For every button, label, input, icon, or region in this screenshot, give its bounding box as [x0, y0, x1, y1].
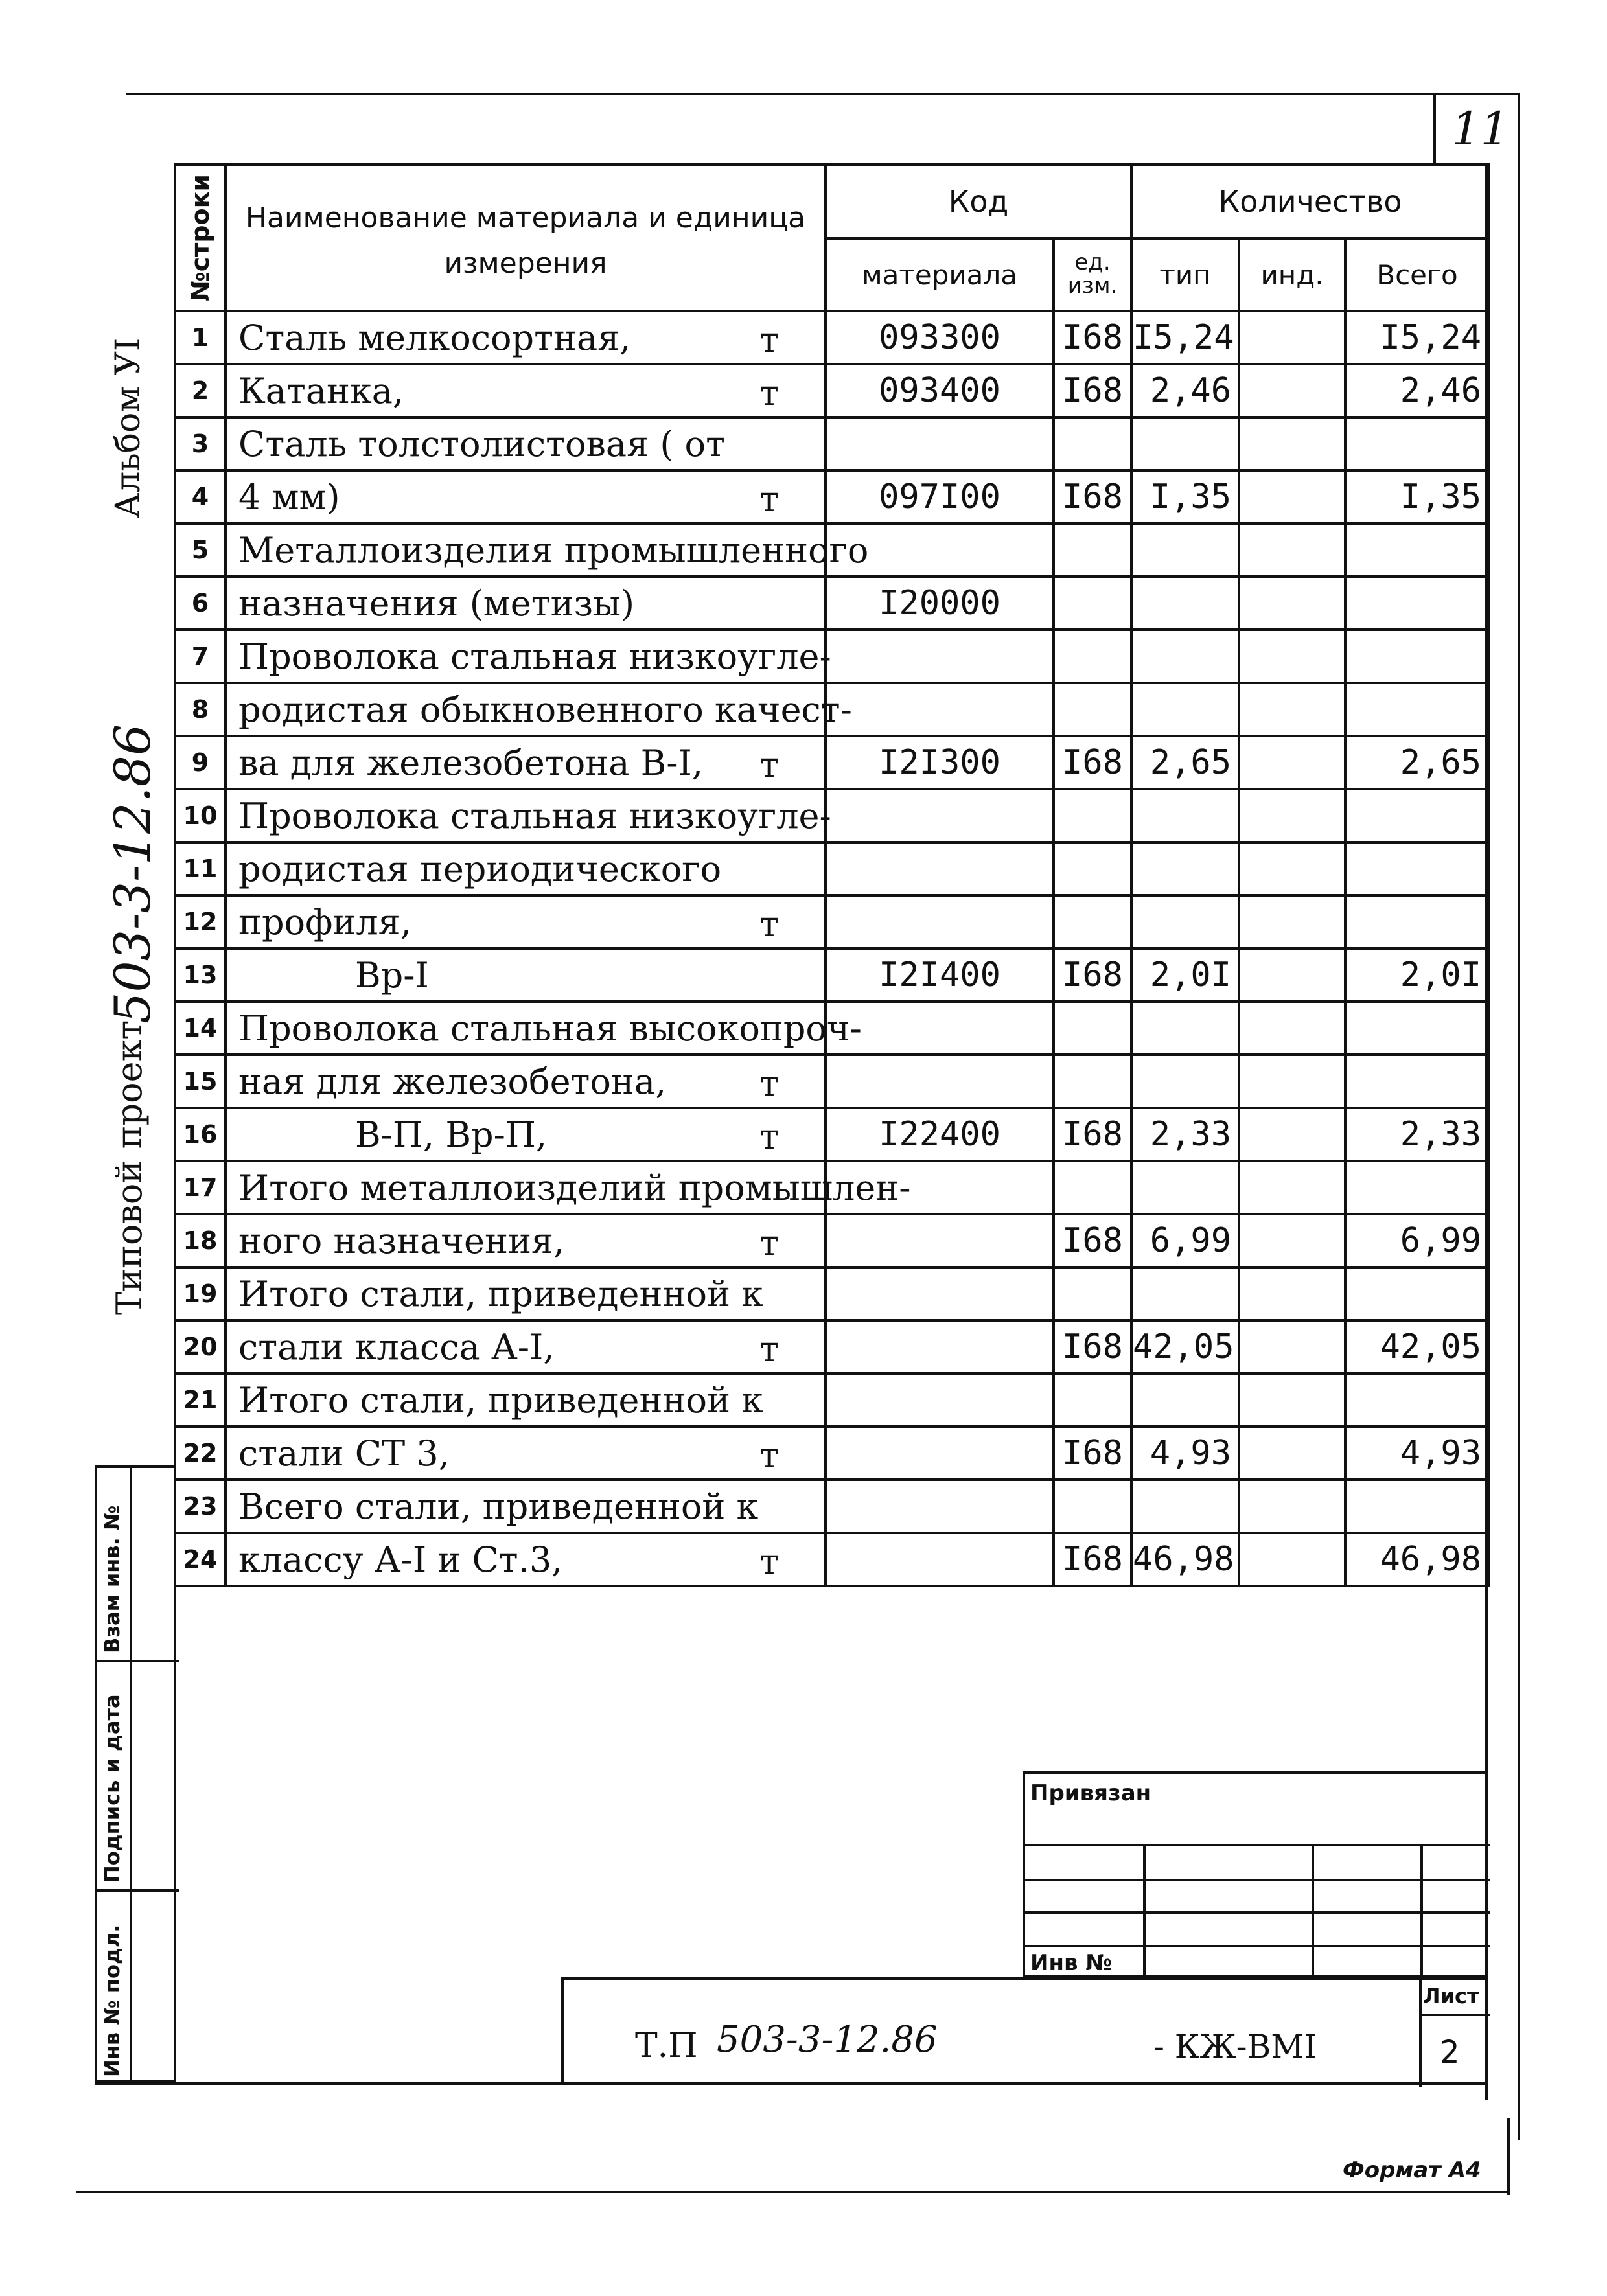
row-number: 10 [175, 789, 225, 842]
row-number: 16 [175, 1108, 225, 1161]
unit-code [1054, 789, 1131, 842]
material-name-text: родистая периодического [238, 848, 722, 890]
material-unit: т [759, 479, 779, 520]
qty-total: I5,24 [1345, 311, 1489, 364]
qty-ind [1239, 577, 1345, 630]
table-row [175, 789, 1489, 842]
material-name-text: Сталь мелкосортная, [238, 317, 631, 358]
qty-tip: I,35 [1131, 470, 1239, 523]
unit-code [1054, 895, 1131, 948]
material-name [225, 1373, 826, 1427]
material-name-text: Итого стали, приведенной к [238, 1379, 763, 1421]
row-number: 21 [175, 1373, 225, 1427]
header-total: Всего [1345, 238, 1489, 311]
table-row [175, 1480, 1489, 1533]
unit-code [1054, 1161, 1131, 1214]
row-number: 17 [175, 1161, 225, 1214]
list-divider [1419, 1980, 1422, 2087]
material-code [826, 630, 1054, 683]
table-row [175, 1427, 1489, 1480]
table-row [175, 1055, 1489, 1108]
material-name [225, 1002, 862, 1055]
material-name-text: Итого металлоизделий промышлен- [238, 1167, 911, 1208]
unit-code: I68 [1054, 1214, 1131, 1267]
row-number: 22 [175, 1427, 225, 1480]
material-unit: т [759, 904, 779, 945]
material-name [225, 1214, 826, 1267]
material-name [225, 683, 852, 736]
qty-total [1345, 417, 1489, 470]
sheet-number-divider [1433, 93, 1436, 165]
header-qty-group: Количество [1131, 165, 1489, 238]
material-name [225, 523, 869, 577]
unit-code: I68 [1054, 1320, 1131, 1373]
side-stamp [95, 1465, 176, 2082]
material-name [225, 736, 826, 789]
material-name [225, 895, 826, 948]
material-name [225, 1055, 826, 1108]
qty-ind [1239, 842, 1345, 895]
qty-tip [1131, 1373, 1239, 1427]
material-code: 097I00 [826, 470, 1054, 523]
album-label: Альбом УI [109, 338, 148, 518]
qty-tip [1131, 1002, 1239, 1055]
qty-total [1345, 1161, 1489, 1214]
qty-ind [1239, 789, 1345, 842]
qty-tip [1131, 630, 1239, 683]
qty-ind [1239, 948, 1345, 1002]
material-code: I20000 [826, 577, 1054, 630]
qty-total [1345, 683, 1489, 736]
top-right-border [1518, 93, 1520, 2140]
side-stamp-inv-podl: Инв № подл. [100, 1924, 124, 2077]
materials-table [174, 163, 1490, 1587]
material-unit: т [759, 373, 779, 413]
qty-total [1345, 630, 1489, 683]
qty-tip [1131, 683, 1239, 736]
material-name-text: стали СТ 3, [238, 1432, 450, 1474]
material-name-text: Итого стали, приведенной к [238, 1273, 763, 1314]
material-code [826, 789, 1054, 842]
material-code [826, 417, 1054, 470]
material-name-text: ная для железобетона, [238, 1061, 667, 1102]
material-code: 093300 [826, 311, 1054, 364]
row-number: 1 [175, 311, 225, 364]
row-number: 12 [175, 895, 225, 948]
row-number: 3 [175, 417, 225, 470]
qty-total [1345, 1002, 1489, 1055]
qty-ind [1239, 1108, 1345, 1161]
qty-ind [1239, 523, 1345, 577]
table-row [175, 523, 1489, 577]
privyazan-label: Привязан [1030, 1780, 1151, 1806]
qty-total: 2,46 [1345, 364, 1489, 417]
material-name-text: классу А-I и Ст.3, [238, 1539, 563, 1580]
privyazan-v2 [1312, 1844, 1314, 1980]
privyazan-block [1023, 1771, 1488, 1977]
material-name-text: 4 мм) [238, 476, 340, 518]
material-name-text: В-П, Вр-П, [355, 1114, 548, 1155]
doc-code: 503-3-12.86 [717, 2019, 938, 2061]
title-block [561, 1977, 1488, 2085]
unit-code [1054, 1480, 1131, 1533]
material-code [826, 1267, 1054, 1320]
qty-ind [1239, 683, 1345, 736]
row-number: 7 [175, 630, 225, 683]
qty-tip: 42,05 [1131, 1320, 1239, 1373]
material-code [826, 1214, 1054, 1267]
unit-code [1054, 630, 1131, 683]
qty-total [1345, 1480, 1489, 1533]
qty-ind [1239, 1373, 1345, 1427]
table-row [175, 1320, 1489, 1373]
side-stamp-vzam: Взам инв. № [100, 1505, 124, 1653]
table-row [175, 683, 1489, 736]
material-name-text: Металлоизделия промышленного [238, 529, 869, 571]
row-number: 8 [175, 683, 225, 736]
row-number: 4 [175, 470, 225, 523]
material-code: I22400 [826, 1108, 1054, 1161]
material-unit: т [759, 1329, 779, 1370]
table-row [175, 1108, 1489, 1161]
qty-tip [1131, 789, 1239, 842]
material-unit: т [759, 1435, 779, 1476]
material-name [225, 470, 826, 523]
table-row [175, 577, 1489, 630]
material-code [826, 1055, 1054, 1108]
qty-ind [1239, 417, 1345, 470]
material-code: 093400 [826, 364, 1054, 417]
material-name [225, 1427, 826, 1480]
material-name [225, 1320, 826, 1373]
qty-tip [1131, 1055, 1239, 1108]
qty-total: 2,0I [1345, 948, 1489, 1002]
row-number: 13 [175, 948, 225, 1002]
qty-ind [1239, 1214, 1345, 1267]
material-name [225, 364, 826, 417]
unit-code [1054, 1002, 1131, 1055]
doc-suffix: - КЖ-ВМI [1153, 2028, 1317, 2065]
material-code [826, 842, 1054, 895]
row-number: 5 [175, 523, 225, 577]
material-name [225, 311, 826, 364]
qty-total [1345, 577, 1489, 630]
qty-total: 4,93 [1345, 1427, 1489, 1480]
sheet-number-top: 11 [1451, 102, 1510, 155]
material-code [826, 895, 1054, 948]
unit-code [1054, 842, 1131, 895]
material-name [225, 1161, 911, 1214]
row-number: 15 [175, 1055, 225, 1108]
material-unit: т [759, 319, 779, 360]
format-label: Формат А4 [1343, 2157, 1481, 2183]
material-name-text: Проволока стальная низкоугле- [238, 795, 831, 836]
material-unit: т [759, 1116, 779, 1157]
qty-ind [1239, 1002, 1345, 1055]
project-code-side: 503-3-12.86 [104, 724, 161, 1024]
privyazan-v3 [1420, 1844, 1423, 1980]
qty-tip [1131, 417, 1239, 470]
material-unit: т [759, 744, 779, 785]
qty-ind [1239, 364, 1345, 417]
table-row [175, 1002, 1489, 1055]
material-name [225, 1267, 826, 1320]
qty-ind [1239, 1055, 1345, 1108]
qty-tip [1131, 1480, 1239, 1533]
material-code [826, 1480, 1054, 1533]
material-unit: т [759, 1223, 779, 1263]
list-sep [1419, 2014, 1490, 2016]
material-code: I2I400 [826, 948, 1054, 1002]
unit-code: I68 [1054, 1533, 1131, 1586]
side-stamp-divider [130, 1468, 132, 2085]
material-code [826, 1533, 1054, 1586]
bottom-right-tick [1507, 2118, 1510, 2195]
qty-ind [1239, 470, 1345, 523]
table-row [175, 842, 1489, 895]
material-name [225, 630, 831, 683]
table-row [175, 736, 1489, 789]
table-row [175, 311, 1489, 364]
list-label: Лист [1423, 1984, 1479, 2008]
side-stamp-podpis: Подпись и дата [100, 1694, 124, 1883]
row-number: 20 [175, 1320, 225, 1373]
unit-code [1054, 417, 1131, 470]
table-row [175, 1161, 1489, 1214]
material-name [225, 1108, 826, 1161]
qty-ind [1239, 1480, 1345, 1533]
row-number: 2 [175, 364, 225, 417]
qty-total [1345, 1373, 1489, 1427]
unit-code: I68 [1054, 311, 1131, 364]
list-number: 2 [1440, 2034, 1460, 2071]
doc-prefix: Т.П [635, 2026, 698, 2065]
qty-total [1345, 1055, 1489, 1108]
header-unit: ед. изм. [1054, 238, 1131, 311]
unit-code: I68 [1054, 948, 1131, 1002]
material-name-text: Катанка, [238, 370, 404, 411]
qty-tip: 46,98 [1131, 1533, 1239, 1586]
unit-code [1054, 523, 1131, 577]
qty-total: 2,65 [1345, 736, 1489, 789]
table-row [175, 417, 1489, 470]
qty-ind [1239, 311, 1345, 364]
unit-code: I68 [1054, 470, 1131, 523]
unit-code: I68 [1054, 736, 1131, 789]
material-name [225, 1480, 826, 1533]
material-code [826, 1320, 1054, 1373]
row-number: 23 [175, 1480, 225, 1533]
qty-total [1345, 523, 1489, 577]
header-tip: тип [1131, 238, 1239, 311]
qty-ind [1239, 1267, 1345, 1320]
qty-ind [1239, 630, 1345, 683]
top-border-line [126, 93, 1520, 95]
table-row [175, 895, 1489, 948]
qty-ind [1239, 1427, 1345, 1480]
qty-total: 42,05 [1345, 1320, 1489, 1373]
table-row [175, 1533, 1489, 1586]
qty-tip [1131, 1267, 1239, 1320]
material-name [225, 417, 826, 470]
inv-no-label: Инв № [1030, 1950, 1113, 1976]
qty-tip: 2,46 [1131, 364, 1239, 417]
row-number: 11 [175, 842, 225, 895]
material-name-text: Вр-I [355, 954, 429, 996]
unit-code [1054, 1267, 1131, 1320]
row-number: 24 [175, 1533, 225, 1586]
unit-code: I68 [1054, 364, 1131, 417]
unit-code: I68 [1054, 1108, 1131, 1161]
side-stamp-sep1 [97, 1660, 179, 1662]
bottom-page-line [76, 2191, 1510, 2193]
table-row [175, 948, 1489, 1002]
qty-tip [1131, 523, 1239, 577]
material-name [225, 842, 826, 895]
qty-total: 6,99 [1345, 1214, 1489, 1267]
unit-code [1054, 1055, 1131, 1108]
material-name-text: профиля, [238, 901, 411, 943]
material-code [826, 1373, 1054, 1427]
row-number: 19 [175, 1267, 225, 1320]
qty-ind [1239, 736, 1345, 789]
header-material: материала [826, 238, 1054, 311]
material-name-text: родистая обыкновенного качест- [238, 689, 852, 730]
header-ind: инд. [1239, 238, 1345, 311]
material-name [225, 948, 826, 1002]
material-name-text: Проволока стальная высокопроч- [238, 1007, 862, 1049]
table-row [175, 1267, 1489, 1320]
qty-total [1345, 1267, 1489, 1320]
header-code-group: Код [826, 165, 1131, 238]
material-name [225, 577, 826, 630]
material-code [826, 683, 1054, 736]
material-code [826, 1427, 1054, 1480]
row-number: 18 [175, 1214, 225, 1267]
qty-tip [1131, 577, 1239, 630]
material-code: I2I300 [826, 736, 1054, 789]
qty-ind [1239, 1161, 1345, 1214]
material-name-text: ва для железобетона В-I, [238, 742, 704, 783]
unit-code [1054, 577, 1131, 630]
table-row [175, 1373, 1489, 1427]
qty-total [1345, 895, 1489, 948]
qty-tip: 2,0I [1131, 948, 1239, 1002]
qty-total: 46,98 [1345, 1533, 1489, 1586]
privyazan-v1 [1143, 1844, 1146, 1980]
header-name: Наименование материала и единица измерения [225, 165, 826, 311]
qty-tip: 4,93 [1131, 1427, 1239, 1480]
material-unit: т [759, 1541, 779, 1582]
material-name-text: ного назначения, [238, 1220, 565, 1261]
side-stamp-sep2 [97, 1889, 179, 1892]
qty-tip [1131, 895, 1239, 948]
table-row [175, 364, 1489, 417]
table-row [175, 1214, 1489, 1267]
material-name-text: Проволока стальная низкоугле- [238, 636, 831, 677]
material-name [225, 789, 831, 842]
qty-ind [1239, 1320, 1345, 1373]
material-name [225, 1533, 826, 1586]
qty-tip [1131, 842, 1239, 895]
unit-code: I68 [1054, 1427, 1131, 1480]
qty-total [1345, 789, 1489, 842]
header-row-no: №строки [175, 165, 225, 311]
qty-tip: 6,99 [1131, 1214, 1239, 1267]
material-name-text: назначения (метизы) [238, 582, 635, 624]
row-number: 14 [175, 1002, 225, 1055]
qty-total: I,35 [1345, 470, 1489, 523]
qty-total [1345, 842, 1489, 895]
table-row [175, 630, 1489, 683]
qty-ind [1239, 1533, 1345, 1586]
project-label: Типовой проект [109, 1020, 150, 1315]
material-name-text: стали класса А-I, [238, 1326, 555, 1368]
qty-ind [1239, 895, 1345, 948]
qty-tip: 2,33 [1131, 1108, 1239, 1161]
row-number: 6 [175, 577, 225, 630]
qty-tip: I5,24 [1131, 311, 1239, 364]
qty-total: 2,33 [1345, 1108, 1489, 1161]
qty-tip: 2,65 [1131, 736, 1239, 789]
material-unit: т [759, 1063, 779, 1104]
material-name-text: Всего стали, приведенной к [238, 1486, 759, 1527]
unit-code [1054, 1373, 1131, 1427]
unit-code [1054, 683, 1131, 736]
row-number: 9 [175, 736, 225, 789]
table-row [175, 470, 1489, 523]
qty-tip [1131, 1161, 1239, 1214]
material-name-text: Сталь толстолистовая ( от [238, 423, 725, 465]
